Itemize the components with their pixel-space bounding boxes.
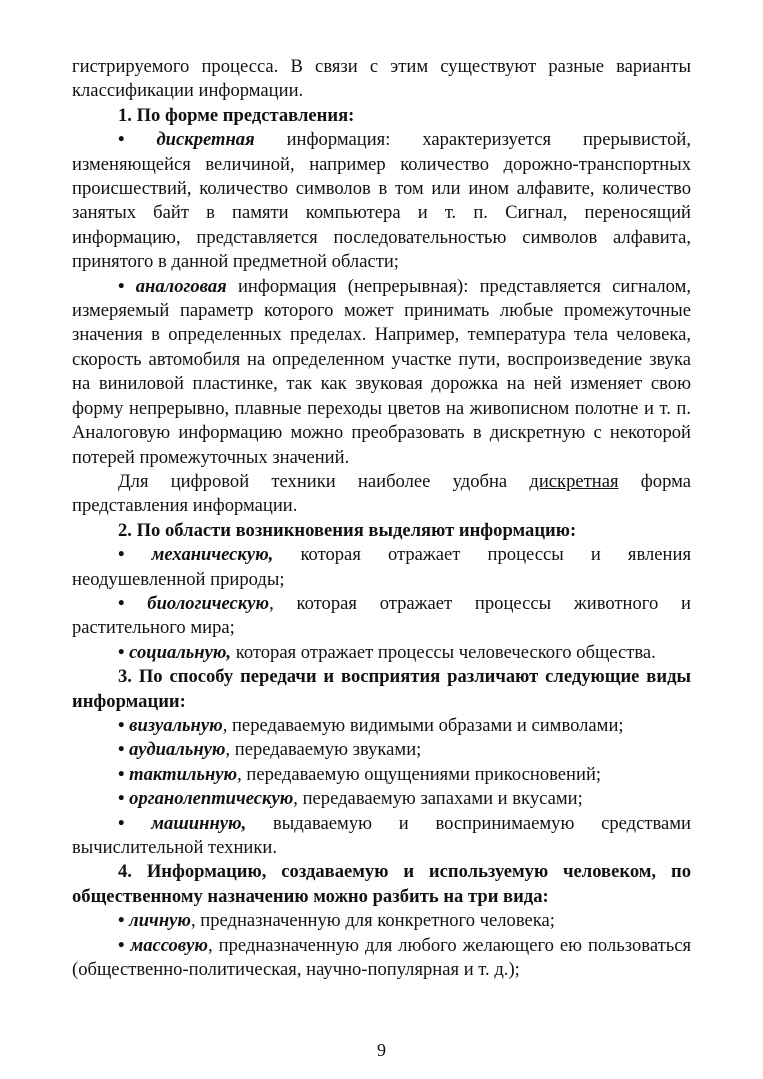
item-text: выдаваемую и воспринимаемую средствами вычислительной техники. [72, 812, 691, 858]
bullet-icon: • [118, 544, 125, 566]
section-2-heading: 2. По области возникновения выделяют информацию: [118, 519, 577, 541]
bullet-machine [72, 812, 691, 861]
bullet-icon: • [118, 714, 125, 736]
section-4-heading: 4. Информацию, создаваемую и используемую человеком, по общественному назначению можно разбить на три вида: [72, 861, 691, 907]
item-text: , передаваемую ощущениями прикосновений; [237, 763, 602, 785]
bullet-visual [72, 714, 691, 738]
item-text: , предназначенную для любого желающего ею пользоваться (общественно-политическая, научно-популярная и т. д.); [72, 934, 691, 981]
intro-paragraph: гистрируемого процесса. В связи с этим существуют разные варианты классификации информации. [72, 56, 691, 102]
term-mechanical: механическую, [151, 544, 274, 566]
item-text: информация (непрерывная): представляется сигналом, измеряемый параметр которого может принимать любые промежуточные значения в определенных пределах. Например, температура тела человека, скорость автомобиля на определенном участке пути, воспроизведение звука на виниловой пластинке, так как звуковая дорожка на ней изменяет свою форму непрерывно, плавные переходы цветов на живописном полотне и т. п. Аналоговую информацию можно преобразовать в дискретную с некоторой потерей промежуточных значений. [72, 275, 691, 468]
digital-note-paragraph [72, 470, 691, 519]
item-text: информация: характеризуется прерывистой, изменяющейся величиной, например количество дорожно-транспортных происшествий, количество символов в том или ином алфавите, количество занятых байт в памяти компьютера и т. п. Сигнал, переносящий информацию, представляется последовательностью символов алфавита, принятого в данной предметной области; [72, 129, 691, 273]
item-text: , предназначенную для конкретного человека; [190, 910, 555, 932]
bullet-biological [72, 592, 691, 641]
bullet-organoleptic [72, 787, 691, 811]
bullet-icon: • [118, 812, 125, 834]
bullet-discrete [72, 128, 691, 274]
bullet-analog [72, 275, 691, 470]
item-text: , которая отражает процессы животного и растительного мира; [72, 592, 691, 639]
item-text: , передаваемую видимыми образами и символами; [222, 714, 624, 736]
bullet-icon: • [118, 592, 125, 614]
term-mass: массовую [130, 934, 208, 956]
bullet-tactile [72, 763, 691, 787]
note-text-pre: Для цифровой техники наиболее удобна [118, 470, 530, 492]
term-tactile: тактильную [129, 763, 238, 785]
term-social: социальную, [129, 641, 232, 663]
term-discrete: дискретная [156, 129, 255, 151]
item-text: которая отражает процессы и явления неодушевленной природы; [72, 544, 691, 590]
section-3-heading: 3. По способу передачи и восприятия различают следующие виды информации: [72, 666, 691, 712]
bullet-icon: • [118, 910, 125, 932]
section-1-heading: 1. По форме представления: [118, 104, 355, 126]
bullet-mechanical [72, 543, 691, 592]
bullet-icon: • [118, 739, 125, 761]
term-organoleptic: органолептическую [129, 788, 294, 810]
note-text-post: форма представления информации. [72, 470, 692, 517]
term-machine: машинную, [151, 812, 247, 834]
bullet-personal [72, 909, 691, 933]
bullet-icon: • [118, 763, 125, 785]
bullet-mass [72, 934, 691, 983]
term-audial: аудиальную [129, 739, 226, 761]
bullet-icon: • [118, 641, 125, 663]
term-biological: биологическую [147, 592, 270, 614]
note-underlined-term: дискретная [529, 470, 619, 492]
item-text: которая отражает процессы человеческого общества. [231, 641, 656, 663]
bullet-social [72, 641, 691, 665]
term-personal: личную [129, 910, 191, 932]
bullet-icon: • [118, 934, 125, 956]
item-text: , передаваемую запахами и вкусами; [293, 788, 583, 810]
bullet-icon: • [118, 129, 125, 151]
page-number: 9 [377, 1040, 386, 1060]
item-text: , передаваемую звуками; [225, 739, 422, 761]
bullet-audial [72, 738, 691, 762]
bullet-icon: • [118, 788, 125, 810]
bullet-icon: • [118, 275, 125, 297]
term-visual: визуальную [129, 714, 223, 736]
term-analog: аналоговая [135, 275, 227, 297]
